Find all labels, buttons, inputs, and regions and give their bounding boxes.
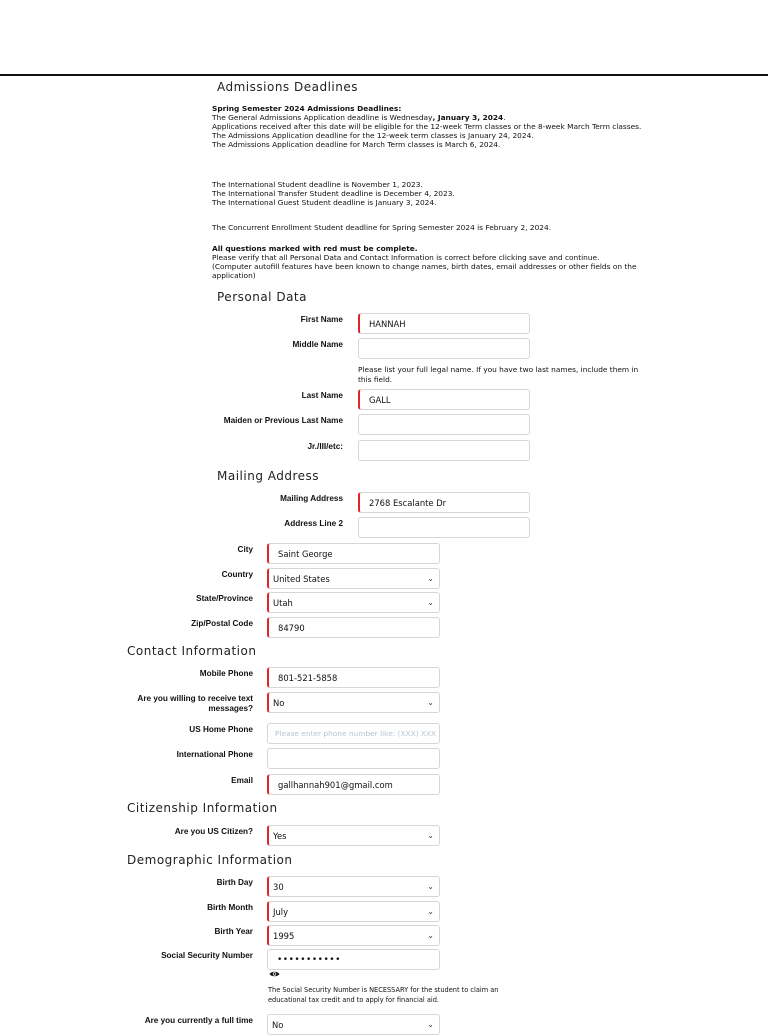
demographic-heading: Demographic Information — [127, 853, 293, 867]
address-line2-label: Address Line 2 — [284, 519, 343, 528]
zip-label: Zip/Postal Code — [191, 619, 253, 628]
full-time-label: Are you currently a full time — [144, 1016, 253, 1025]
country-label: Country — [221, 570, 253, 579]
text-messages-select[interactable]: No ⌄ — [267, 692, 440, 713]
intl-guest-deadline: The International Guest Student deadline is January 3, 2024. — [212, 198, 437, 207]
us-citizen-label: Are you US Citizen? — [174, 827, 253, 836]
chevron-down-icon: ⌄ — [427, 598, 434, 607]
chevron-down-icon: ⌄ — [427, 698, 434, 707]
ssn-field[interactable]: ••••••••••• — [267, 949, 440, 970]
general-deadline: The General Admissions Application deadline is Wednesday, January 3, 2024. — [212, 113, 506, 122]
address-line2-field[interactable] — [358, 517, 530, 538]
mailing-address-heading: Mailing Address — [217, 469, 320, 483]
deadlines-info — [212, 104, 652, 149]
page-header-bar — [0, 0, 768, 76]
eye-icon-svg — [269, 970, 280, 978]
legal-name-note: Please list your full legal name. If you have two last names, include them in this field. — [358, 365, 639, 384]
city-field[interactable]: Saint George — [267, 543, 440, 564]
verify-info — [212, 244, 652, 280]
intl-phone-field[interactable] — [267, 748, 440, 769]
intl-transfer-deadline: The International Transfer Student deadline is December 4, 2023. — [212, 189, 455, 198]
citizenship-heading: Citizenship Information — [127, 801, 278, 815]
intl-phone-label: International Phone — [176, 750, 253, 759]
birth-month-select[interactable]: July ⌄ — [267, 901, 440, 922]
birth-month-label: Birth Month — [207, 903, 253, 912]
chevron-down-icon: ⌄ — [427, 1020, 434, 1029]
march-term-deadline: The Admissions Application deadline for March Term classes is March 6, 2024. — [212, 140, 501, 149]
email-label: Email — [231, 776, 253, 785]
concurrent-deadline: The Concurrent Enrollment Student deadline for Spring Semester 2024 is February 2, 2024. — [212, 223, 552, 232]
middle-name-label: Middle Name — [292, 340, 343, 349]
mobile-phone-label: Mobile Phone — [199, 669, 253, 678]
city-label: City — [237, 545, 253, 554]
suffix-label: Jr./III/etc: — [307, 442, 343, 451]
last-name-label: Last Name — [301, 391, 343, 400]
eye-icon[interactable] — [269, 970, 280, 981]
mobile-phone-field[interactable]: 801-521-5858 — [267, 667, 440, 688]
suffix-field[interactable] — [358, 440, 530, 461]
contact-info-heading: Contact Information — [127, 644, 257, 658]
personal-data-heading: Personal Data — [217, 290, 307, 304]
birth-day-select[interactable]: 30 ⌄ — [267, 876, 440, 897]
ssn-label: Social Security Number — [161, 951, 253, 960]
us-home-phone-field[interactable]: Please enter phone number like: (XXX) XXX — [267, 723, 440, 744]
autofill-note: (Computer autofill features have been known to change names, birth dates, email addresses or other fields on the application) — [212, 262, 637, 280]
admissions-deadlines-heading: Admissions Deadlines — [217, 80, 358, 94]
verify-note: Please verify that all Personal Data and Contact Information is correct before clicking save and continue. — [212, 253, 600, 262]
text-messages-label: Are you willing to receive text messages? — [137, 694, 253, 713]
chevron-down-icon: ⌄ — [427, 831, 434, 840]
first-name-label: First Name — [300, 315, 343, 324]
email-field[interactable]: gallhannah901@gmail.com — [267, 774, 440, 795]
state-label: State/Province — [196, 594, 253, 603]
last-name-field[interactable]: GALL — [358, 389, 530, 410]
birth-day-label: Birth Day — [216, 878, 253, 887]
first-name-field[interactable]: HANNAH — [358, 313, 530, 334]
us-home-phone-label: US Home Phone — [189, 725, 253, 734]
ssn-note: The Social Security Number is NECESSARY for the student to claim an educational tax credit and to apply for financial aid. — [268, 986, 499, 1004]
spring-title: Spring Semester 2024 Admissions Deadlines: — [212, 104, 402, 113]
birth-year-label: Birth Year — [214, 927, 253, 936]
chevron-down-icon: ⌄ — [427, 931, 434, 940]
zip-field[interactable]: 84790 — [267, 617, 440, 638]
country-select[interactable]: United States ⌄ — [267, 568, 440, 589]
full-time-select[interactable]: No ⌄ — [267, 1014, 440, 1035]
chevron-down-icon: ⌄ — [427, 882, 434, 891]
twelve-week-deadline: The Admissions Application deadline for the 12-week term classes is January 24, 2024. — [212, 131, 534, 140]
intl-student-deadline: The International Student deadline is November 1, 2023. — [212, 180, 423, 189]
chevron-down-icon: ⌄ — [427, 574, 434, 583]
state-select[interactable]: Utah ⌄ — [267, 592, 440, 613]
birth-year-select[interactable]: 1995 ⌄ — [267, 925, 440, 946]
middle-name-field[interactable] — [358, 338, 530, 359]
mailing-address-field[interactable]: 2768 Escalante Dr — [358, 492, 530, 513]
chevron-down-icon: ⌄ — [427, 907, 434, 916]
international-deadlines — [212, 180, 652, 207]
term-eligibility: Applications received after this date will be eligible for the 12-week Term classes or the 8-week March Term classes. — [212, 122, 642, 131]
us-citizen-select[interactable]: Yes ⌄ — [267, 825, 440, 846]
required-note: All questions marked with red must be complete. — [212, 244, 418, 253]
maiden-name-field[interactable] — [358, 414, 530, 435]
maiden-name-label: Maiden or Previous Last Name — [223, 416, 343, 425]
mailing-address-label: Mailing Address — [280, 494, 343, 503]
